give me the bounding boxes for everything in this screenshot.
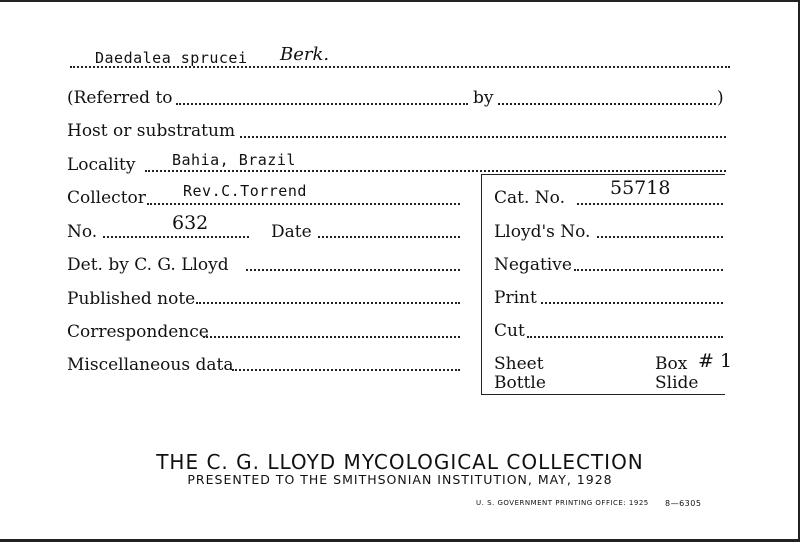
negative-line[interactable]	[574, 269, 723, 271]
lloyds-no-line[interactable]	[597, 236, 723, 238]
species-authority: Berk.	[280, 44, 330, 65]
negative-label: Negative	[494, 255, 572, 275]
printing-office-note: U. S. GOVERNMENT PRINTING OFFICE: 1925	[476, 499, 649, 507]
bottle-label: Bottle	[494, 373, 546, 393]
cut-label: Cut	[494, 321, 525, 341]
misc-data-line[interactable]	[232, 369, 460, 371]
determined-by-line[interactable]	[246, 269, 460, 271]
box-label: Box	[655, 354, 688, 374]
locality-label: Locality	[67, 155, 136, 175]
close-paren: )	[717, 88, 724, 108]
sheet-label: Sheet	[494, 354, 544, 374]
host-line[interactable]	[240, 136, 726, 138]
date-line[interactable]	[318, 236, 460, 238]
slide-label: Slide	[655, 373, 699, 393]
number-value: 632	[172, 212, 209, 234]
correspondence-line[interactable]	[203, 336, 460, 338]
box-value: # 1	[698, 350, 733, 372]
determined-by-label: Det. by C. G. Lloyd	[67, 255, 229, 275]
by-line[interactable]	[498, 103, 716, 105]
print-line[interactable]	[541, 302, 723, 304]
number-line[interactable]	[103, 236, 249, 238]
species-name: Daedalea sprucei	[95, 49, 248, 67]
locality-line[interactable]	[145, 170, 726, 172]
collection-title: THE C. G. LLOYD MYCOLOGICAL COLLECTION	[156, 450, 644, 474]
host-label: Host or substratum	[67, 121, 236, 141]
catalog-box-bottom-border	[481, 394, 725, 395]
lloyds-no-label: Lloyd's No.	[494, 222, 591, 242]
cat-no-line[interactable]	[577, 203, 723, 205]
form-number: 8—6305	[665, 499, 702, 508]
correspondence-label: Correspondence	[67, 322, 209, 342]
collector-label: Collector	[67, 188, 146, 208]
number-label: No.	[67, 222, 98, 242]
referred-to-label: (Referred to	[67, 88, 173, 108]
catalog-box-top-border	[481, 174, 725, 175]
referred-to-line[interactable]	[176, 103, 468, 105]
by-label: by	[473, 88, 494, 108]
cat-no-value: 55718	[610, 177, 671, 199]
card-border-top	[0, 0, 800, 2]
date-label: Date	[271, 222, 312, 242]
species-name-line	[70, 66, 730, 68]
print-label: Print	[494, 288, 537, 308]
locality-value: Bahia, Brazil	[172, 151, 296, 169]
collection-subtitle: PRESENTED TO THE SMITHSONIAN INSTITUTION, MAY, 1928	[187, 472, 613, 487]
misc-data-label: Miscellaneous data	[67, 355, 234, 375]
collector-line[interactable]	[147, 203, 460, 205]
published-note-label: Published note	[67, 289, 196, 309]
published-note-line[interactable]	[196, 302, 460, 304]
collector-value: Rev.C.Torrend	[183, 182, 307, 200]
catalog-box-left-border	[481, 174, 482, 394]
cut-line[interactable]	[527, 336, 723, 338]
cat-no-label: Cat. No.	[494, 188, 565, 208]
